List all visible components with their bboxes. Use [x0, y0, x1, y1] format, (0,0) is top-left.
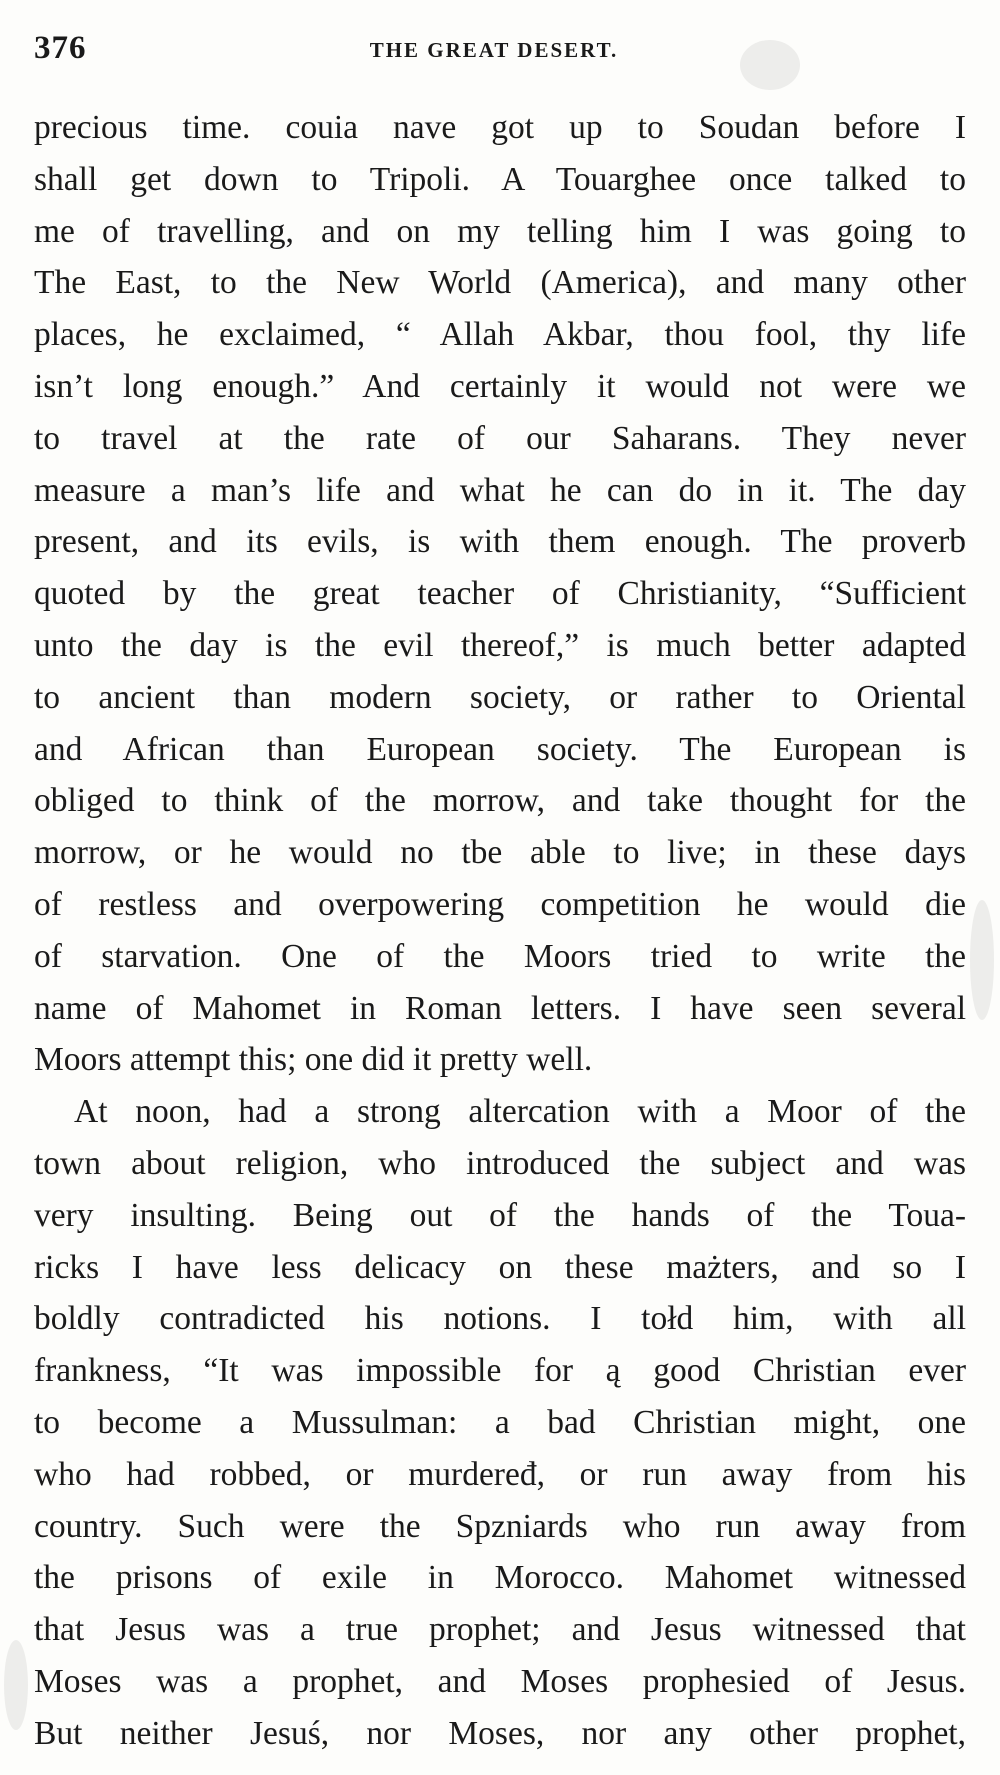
- text-line: town about religion, who introduced the subject and was: [34, 1144, 966, 1182]
- text-line: unto the day is the evil thereof,” is much better adapted: [34, 626, 966, 664]
- text-line: name of Mahomet in Roman letters. I have seen several: [34, 989, 966, 1027]
- page-number: 376: [34, 30, 87, 66]
- text-line: shall get down to Tripoli. A Touarghee once talked to: [34, 160, 966, 198]
- text-line: morrow, or he would no tbe able to live; in these days: [34, 834, 966, 872]
- running-title: THE GREAT DESERT.: [369, 38, 619, 62]
- text-line: to travel at the rate of our Saharans. They never: [34, 419, 966, 457]
- text-line: present, and its evils, is with them enough. The proverb: [34, 523, 966, 561]
- text-line: frankness, “It was impossible for ą good Christian ever: [34, 1352, 966, 1390]
- text-line: me of travelling, and on my telling him I was going to: [34, 212, 966, 250]
- text-line: boldly contradicted his notions. I tołd him, with all: [34, 1300, 966, 1338]
- scan-speckle: [4, 1640, 28, 1730]
- scan-speckle: [740, 40, 800, 90]
- scan-speckle: [970, 900, 994, 1020]
- text-line: quoted by the great teacher of Christianity, “Sufficient: [34, 575, 966, 613]
- body-text: [34, 102, 966, 1760]
- text-line: who had robbed, or murdeređ, or run away from his: [34, 1455, 966, 1493]
- text-line: of restless and overpowering competition he would die: [34, 885, 966, 923]
- text-line: very insulting. Being out of the hands of the Toua-: [34, 1196, 966, 1234]
- paragraph-start-line: At noon, had a strong altercation with a Moor of the: [74, 1093, 966, 1131]
- text-line: country. Such were the Spzniards who run away from: [34, 1507, 966, 1545]
- text-line: measure a man’s life and what he can do in it. The day: [34, 471, 966, 509]
- text-line: isn’t long enough.” And certainly it would not were we: [34, 367, 966, 405]
- text-line: to ancient than modern society, or rather to Oriental: [34, 678, 966, 716]
- text-line: that Jesus was a true prophet; and Jesus witnessed that: [34, 1611, 966, 1649]
- text-line: precious time. couia nave got up to Soudan before I: [34, 109, 966, 146]
- text-line: places, he exclaimed, “ Allah Akbar, thou fool, thy life: [34, 316, 966, 354]
- text-line: of starvation. One of the Moors tried to write the: [34, 937, 966, 975]
- text-line: to become a Mussulman: a bad Christian might, one: [34, 1403, 966, 1441]
- text-line: Moors attempt this; one did it pretty well.: [34, 1041, 593, 1079]
- text-line: the prisons of exile in Morocco. Mahomet witnessed: [34, 1559, 966, 1597]
- text-line: Moses was a prophet, and Moses prophesied of Jesus.: [34, 1662, 966, 1700]
- text-line: The East, to the New World (America), and many other: [34, 264, 966, 302]
- running-head: [34, 30, 954, 74]
- text-line: But neither Jesuś, nor Moses, nor any other prophet,: [34, 1714, 966, 1752]
- text-line: and African than European society. The European is: [34, 730, 966, 768]
- text-line: ricks I have less delicacy on these mażters, and so I: [34, 1248, 966, 1286]
- text-line: obliged to think of the morrow, and take thought for the: [34, 782, 966, 820]
